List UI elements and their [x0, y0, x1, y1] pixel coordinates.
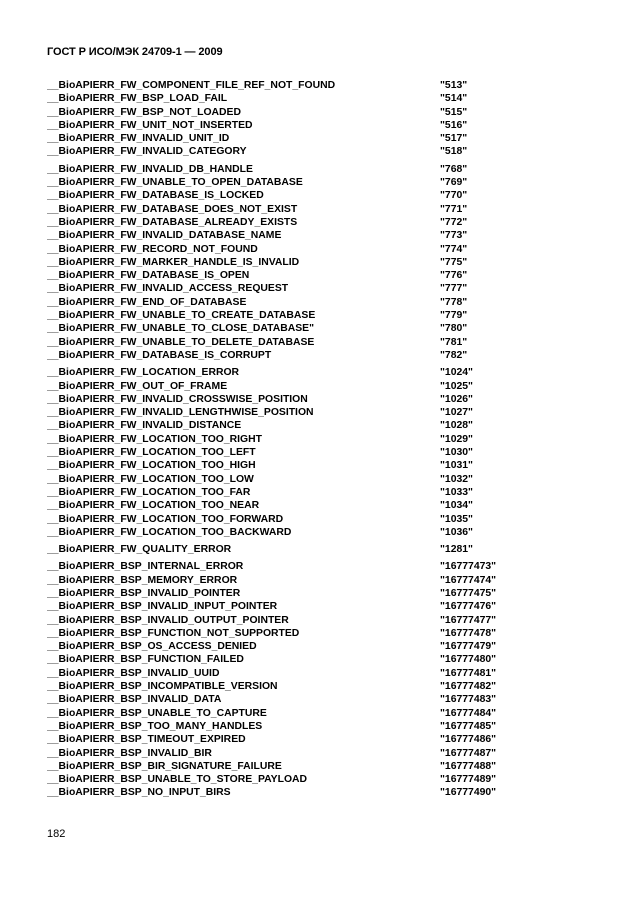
error-code-value: "1030" — [440, 447, 473, 459]
error-code-row — [47, 366, 517, 379]
error-code-row — [47, 614, 517, 627]
error-constant-name: __BioAPIERR_FW_LOCATION_TOO_LOW — [47, 473, 254, 485]
error-constant-name: __BioAPIERR_BSP_INVALID_UUID — [47, 667, 220, 679]
error-constant-name: __BioAPIERR_FW_DATABASE_IS_OPEN — [47, 270, 250, 282]
error-code-value: "775" — [440, 256, 468, 268]
error-code-value: "1025" — [440, 380, 473, 392]
error-code-value: "1281" — [440, 544, 473, 556]
error-code-value: "16777478" — [440, 627, 497, 639]
error-code-row — [47, 747, 517, 760]
error-code-value: "16777473" — [440, 561, 497, 573]
error-code-value: "16777477" — [440, 614, 497, 626]
error-code-value: "515" — [440, 106, 468, 118]
error-code-row — [47, 773, 517, 786]
error-code-value: "16777490" — [440, 787, 497, 799]
error-constant-name: __BioAPIERR_FW_DATABASE_IS_CORRUPT — [47, 349, 272, 361]
error-code-row — [47, 680, 517, 693]
error-code-value: "16777474" — [440, 574, 497, 586]
error-constant-name: __BioAPIERR_FW_RECORD_NOT_FOUND — [47, 243, 258, 255]
error-code-value: "16777482" — [440, 681, 497, 693]
error-code-value: "774" — [440, 243, 468, 255]
error-code-row — [47, 256, 517, 269]
error-constant-name: __BioAPIERR_FW_INVALID_LENGTHWISE_POSITION — [47, 407, 314, 419]
error-code-value: "16777488" — [440, 760, 497, 772]
error-code-row — [47, 145, 517, 158]
error-code-row — [47, 322, 517, 335]
error-constant-name: __BioAPIERR_BSP_TOO_MANY_HANDLES — [47, 720, 263, 732]
error-code-row — [47, 733, 517, 746]
error-constant-name: __BioAPIERR_FW_MARKER_HANDLE_IS_INVALID — [47, 256, 300, 268]
error-code-row — [47, 543, 517, 556]
error-code-value: "1035" — [440, 513, 473, 525]
error-code-row — [47, 459, 517, 472]
error-constant-name: __BioAPIERR_FW_INVALID_CROSSWISE_POSITION — [47, 393, 308, 405]
error-code-row — [47, 282, 517, 295]
error-constant-name: __BioAPIERR_BSP_UNABLE_TO_STORE_PAYLOAD — [47, 774, 308, 786]
error-constant-name: __BioAPIERR_BSP_OS_ACCESS_DENIED — [47, 641, 257, 653]
error-constant-name: __BioAPIERR_BSP_FUNCTION_FAILED — [47, 654, 244, 666]
error-code-row — [47, 163, 517, 176]
error-code-value: "16777475" — [440, 587, 497, 599]
error-code-row — [47, 380, 517, 393]
error-code-row — [47, 786, 517, 799]
error-code-value: "16777480" — [440, 654, 497, 666]
error-constant-name: __BioAPIERR_BSP_INVALID_POINTER — [47, 587, 241, 599]
error-code-row — [47, 667, 517, 680]
error-code-value: "1036" — [440, 526, 473, 538]
error-code-row — [47, 560, 517, 573]
error-code-row — [47, 707, 517, 720]
error-constant-name: __BioAPIERR_FW_END_OF_DATABASE — [47, 296, 247, 308]
error-constant-name: __BioAPIERR_FW_LOCATION_TOO_BACKWARD — [47, 526, 292, 538]
error-constant-name: __BioAPIERR_BSP_MEMORY_ERROR — [47, 574, 238, 586]
error-code-value: "517" — [440, 133, 468, 145]
error-code-row — [47, 653, 517, 666]
error-code-value: "777" — [440, 283, 468, 295]
error-code-row — [47, 79, 517, 92]
error-code-value: "1033" — [440, 486, 473, 498]
error-constant-name: __BioAPIERR_BSP_INVALID_DATA — [47, 694, 222, 706]
error-constant-name: __BioAPIERR_FW_INVALID_UNIT_ID — [47, 133, 230, 145]
error-code-row — [47, 587, 517, 600]
error-code-value: "1026" — [440, 393, 473, 405]
error-code-row — [47, 243, 517, 256]
error-constant-name: __BioAPIERR_BSP_INVALID_BIR — [47, 747, 212, 759]
error-constant-name: __BioAPIERR_FW_LOCATION_TOO_NEAR — [47, 500, 260, 512]
error-constant-name: __BioAPIERR_FW_UNABLE_TO_CREATE_DATABASE — [47, 310, 316, 322]
error-constant-name: __BioAPIERR_BSP_UNABLE_TO_CAPTURE — [47, 707, 267, 719]
error-code-row — [47, 433, 517, 446]
error-constant-name: __BioAPIERR_BSP_BIR_SIGNATURE_FAILURE — [47, 760, 282, 772]
error-code-value: "16777486" — [440, 734, 497, 746]
error-code-value: "16777476" — [440, 601, 497, 613]
error-code-value: "780" — [440, 323, 468, 335]
error-code-row — [47, 486, 517, 499]
error-code-list — [47, 79, 517, 804]
error-code-value: "781" — [440, 336, 468, 348]
error-code-value: "776" — [440, 270, 468, 282]
error-code-row — [47, 406, 517, 419]
error-constant-name: __BioAPIERR_BSP_INVALID_OUTPUT_POINTER — [47, 614, 289, 626]
error-code-row — [47, 720, 517, 733]
error-code-group — [47, 163, 517, 362]
error-code-row — [47, 119, 517, 132]
error-code-value: "1034" — [440, 500, 473, 512]
error-code-group — [47, 366, 517, 539]
error-code-value: "1024" — [440, 367, 473, 379]
error-constant-name: __BioAPIERR_FW_LOCATION_TOO_FAR — [47, 486, 251, 498]
error-code-value: "1032" — [440, 473, 473, 485]
page-number: 182 — [47, 828, 66, 840]
error-constant-name: __BioAPIERR_FW_INVALID_ACCESS_REQUEST — [47, 283, 289, 295]
error-constant-name: __BioAPIERR_FW_OUT_OF_FRAME — [47, 380, 228, 392]
error-code-value: "770" — [440, 190, 468, 202]
error-constant-name: __BioAPIERR_FW_DATABASE_ALREADY_EXISTS — [47, 216, 298, 228]
error-code-value: "771" — [440, 203, 468, 215]
error-code-row — [47, 419, 517, 432]
error-constant-name: __BioAPIERR_FW_QUALITY_ERROR — [47, 544, 232, 556]
error-constant-name: __BioAPIERR_FW_UNIT_NOT_INSERTED — [47, 119, 253, 131]
error-code-value: "16777483" — [440, 694, 497, 706]
error-code-row — [47, 296, 517, 309]
error-constant-name: __BioAPIERR_FW_UNABLE_TO_DELETE_DATABASE — [47, 336, 315, 348]
error-code-value: "16777481" — [440, 667, 497, 679]
error-code-value: "16777489" — [440, 774, 497, 786]
error-code-value: "782" — [440, 349, 468, 361]
error-constant-name: __BioAPIERR_FW_DATABASE_IS_LOCKED — [47, 190, 264, 202]
error-constant-name: __BioAPIERR_FW_LOCATION_TOO_HIGH — [47, 460, 256, 472]
error-code-row — [47, 132, 517, 145]
error-code-value: "16777485" — [440, 720, 497, 732]
error-code-value: "16777479" — [440, 641, 497, 653]
error-code-value: "779" — [440, 310, 468, 322]
error-constant-name: __BioAPIERR_FW_INVALID_CATEGORY — [47, 146, 247, 158]
error-constant-name: __BioAPIERR_BSP_NO_INPUT_BIRS — [47, 787, 231, 799]
error-code-row — [47, 349, 517, 362]
error-code-value: "1027" — [440, 407, 473, 419]
error-code-row — [47, 526, 517, 539]
error-constant-name: __BioAPIERR_FW_UNABLE_TO_OPEN_DATABASE — [47, 177, 303, 189]
error-code-row — [47, 229, 517, 242]
error-code-row — [47, 600, 517, 613]
error-constant-name: __BioAPIERR_BSP_INVALID_INPUT_POINTER — [47, 601, 278, 613]
error-constant-name: __BioAPIERR_FW_DATABASE_DOES_NOT_EXIST — [47, 203, 298, 215]
error-code-row — [47, 627, 517, 640]
error-code-row — [47, 216, 517, 229]
error-constant-name: __BioAPIERR_BSP_FUNCTION_NOT_SUPPORTED — [47, 627, 300, 639]
error-constant-name: __BioAPIERR_FW_LOCATION_TOO_FORWARD — [47, 513, 284, 525]
error-code-row — [47, 693, 517, 706]
error-code-row — [47, 760, 517, 773]
error-code-row — [47, 203, 517, 216]
error-code-row — [47, 269, 517, 282]
error-code-value: "778" — [440, 296, 468, 308]
error-code-row — [47, 499, 517, 512]
error-constant-name: __BioAPIERR_FW_LOCATION_TOO_RIGHT — [47, 433, 262, 445]
error-code-row — [47, 189, 517, 202]
error-code-value: "518" — [440, 146, 468, 158]
error-code-row — [47, 106, 517, 119]
error-code-value: "769" — [440, 177, 468, 189]
error-code-group — [47, 560, 517, 799]
error-code-row — [47, 446, 517, 459]
error-constant-name: __BioAPIERR_FW_LOCATION_TOO_LEFT — [47, 447, 256, 459]
error-code-value: "1031" — [440, 460, 473, 472]
error-code-value: "1028" — [440, 420, 473, 432]
error-constant-name: __BioAPIERR_FW_UNABLE_TO_CLOSE_DATABASE" — [47, 323, 315, 335]
error-code-row — [47, 473, 517, 486]
error-code-row — [47, 92, 517, 105]
error-constant-name: __BioAPIERR_FW_LOCATION_ERROR — [47, 367, 240, 379]
error-code-group — [47, 543, 517, 556]
error-constant-name: __BioAPIERR_FW_COMPONENT_FILE_REF_NOT_FOUND — [47, 80, 336, 91]
error-code-value: "772" — [440, 216, 468, 228]
error-constant-name: __BioAPIERR_BSP_TIMEOUT_EXPIRED — [47, 734, 246, 746]
error-code-row — [47, 336, 517, 349]
error-code-value: "768" — [440, 163, 468, 175]
error-code-row — [47, 640, 517, 653]
error-code-row — [47, 513, 517, 526]
error-code-value: "773" — [440, 230, 468, 242]
error-code-value: "16777484" — [440, 707, 497, 719]
error-constant-name: __BioAPIERR_FW_INVALID_DB_HANDLE — [47, 163, 253, 175]
error-constant-name: __BioAPIERR_FW_BSP_NOT_LOADED — [47, 106, 241, 118]
error-code-row — [47, 393, 517, 406]
error-code-value: "513" — [440, 80, 468, 91]
error-code-row — [47, 574, 517, 587]
error-code-value: "16777487" — [440, 747, 497, 759]
error-constant-name: __BioAPIERR_FW_INVALID_DATABASE_NAME — [47, 230, 282, 242]
error-code-row — [47, 176, 517, 189]
error-code-value: "516" — [440, 119, 468, 131]
error-constant-name: __BioAPIERR_FW_INVALID_DISTANCE — [47, 420, 242, 432]
error-code-value: "1029" — [440, 433, 473, 445]
document-header: ГОСТ Р ИСО/МЭК 24709-1 — 2009 — [47, 46, 223, 58]
error-constant-name: __BioAPIERR_FW_BSP_LOAD_FAIL — [47, 93, 228, 105]
error-constant-name: __BioAPIERR_BSP_INTERNAL_ERROR — [47, 561, 244, 573]
error-code-group — [47, 79, 517, 159]
error-code-row — [47, 309, 517, 322]
error-code-value: "514" — [440, 93, 468, 105]
error-constant-name: __BioAPIERR_BSP_INCOMPATIBLE_VERSION — [47, 681, 278, 693]
